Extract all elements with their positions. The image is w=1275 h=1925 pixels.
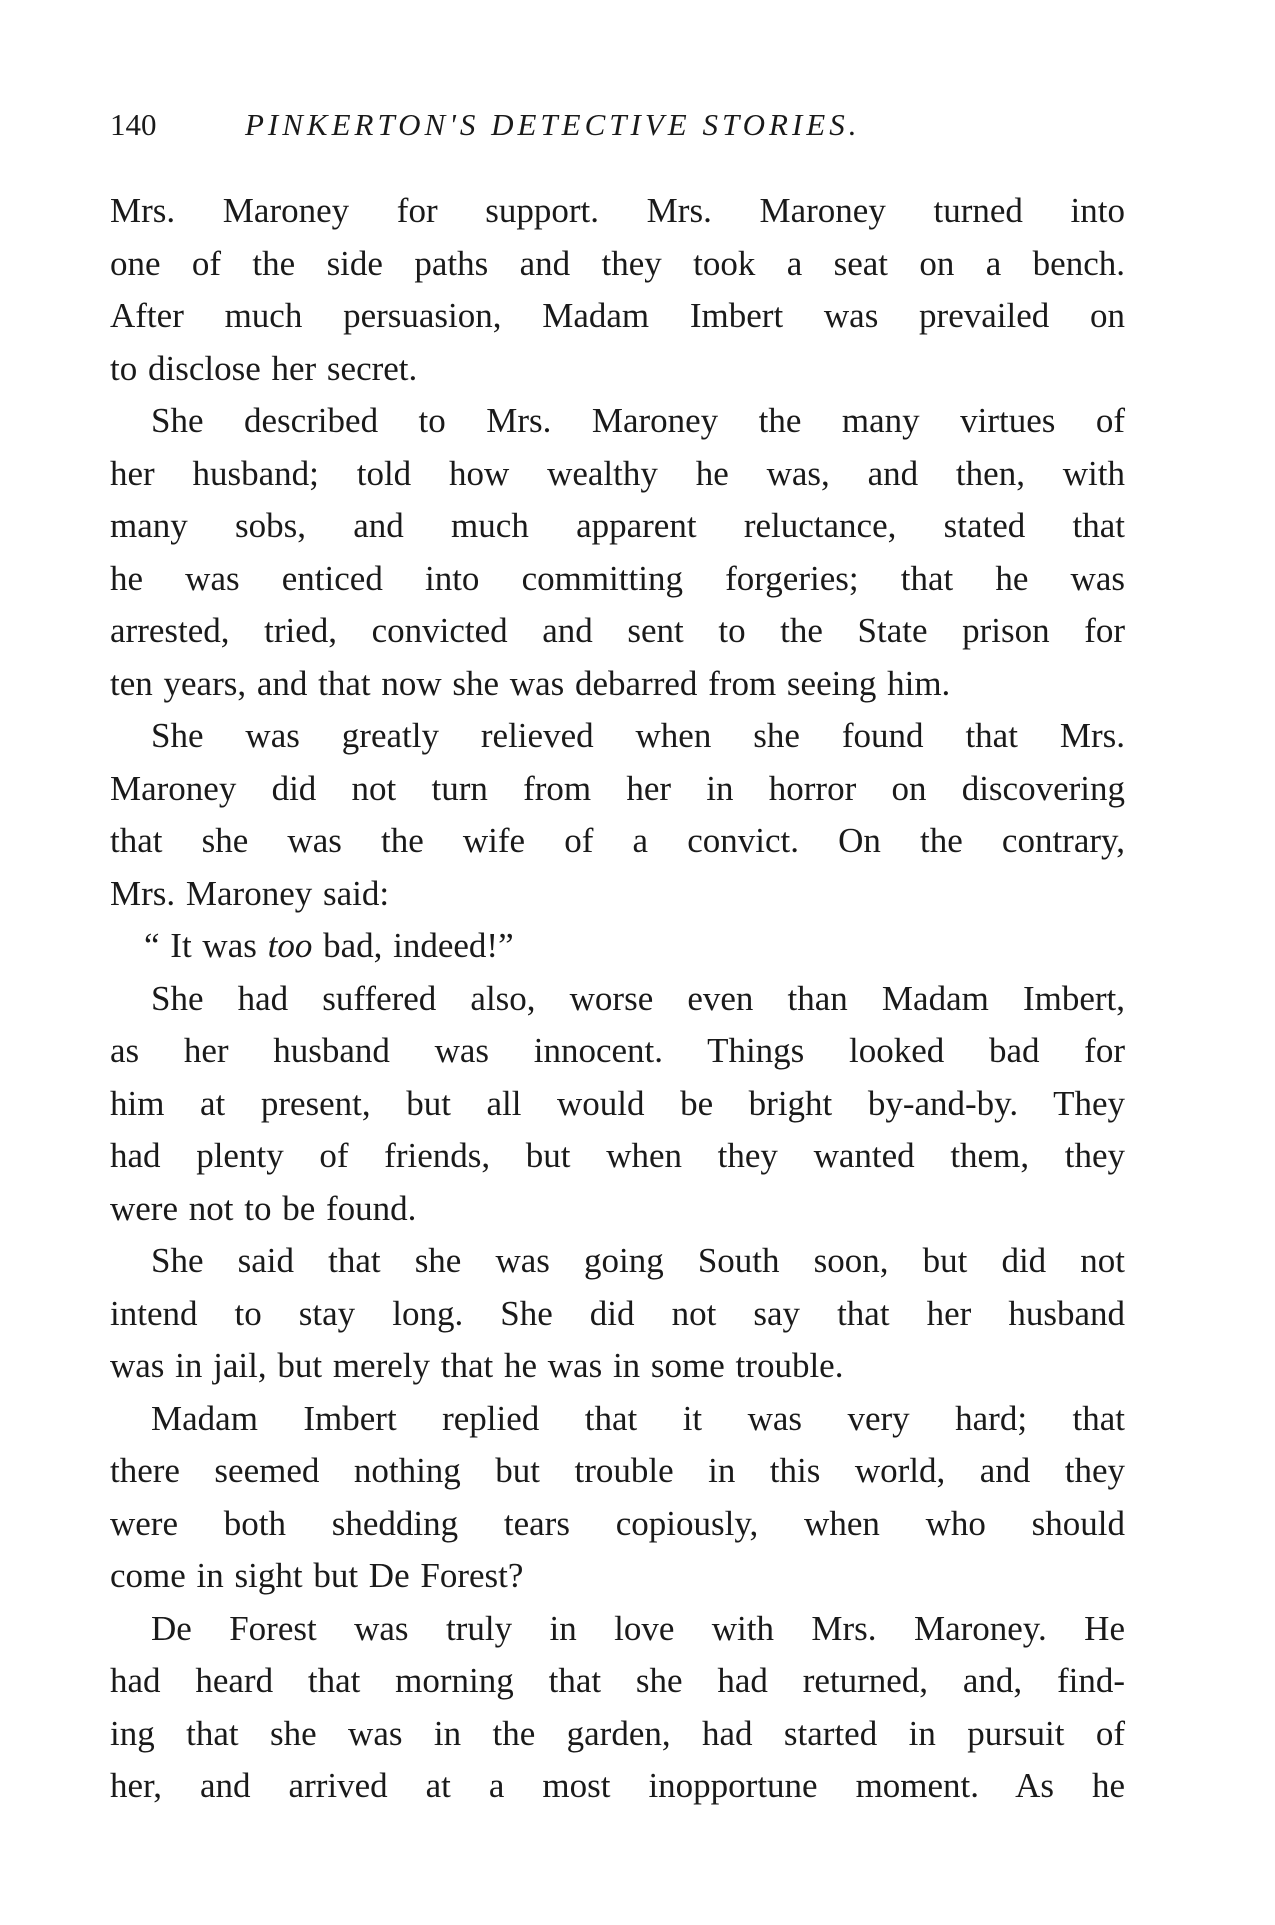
text-line: Madam Imbert replied that it was very hard; that <box>151 1398 1125 1438</box>
text-line: Maroney did not turn from her in horror on discovering <box>110 768 1125 808</box>
text-line: to disclose her secret. <box>110 348 418 388</box>
text-line: was in jail, but merely that he was in some trouble. <box>110 1346 844 1385</box>
text-line: that she was the wife of a convict. On the contrary, <box>110 821 1125 860</box>
quote-emphasis: too <box>267 926 313 965</box>
running-title: PINKERTON'S DETECTIVE STORIES. <box>245 107 861 142</box>
text-line: She was greatly relieved when she found that Mrs. <box>151 716 1125 755</box>
text-line: him at present, but all would be bright by-and-by. They <box>110 1083 1125 1123</box>
text-line: arrested, tried, convicted and sent to the State prison for <box>110 611 1125 650</box>
text-line: he was enticed into committing forgeries; that he was <box>110 558 1125 598</box>
text-line: After much persuasion, Madam Imbert was prevailed on <box>110 296 1125 335</box>
quote-start: “ It was <box>144 926 257 965</box>
text-line: Mrs. Maroney said: <box>110 873 390 913</box>
page-number: 140 <box>110 107 157 142</box>
text-line: were both shedding tears copiously, when who should <box>110 1503 1125 1543</box>
text-line: many sobs, and much apparent reluctance, stated that <box>110 506 1125 545</box>
text-line: ing that she was in the garden, had started in pursuit of <box>110 1713 1125 1753</box>
text-line: She described to Mrs. Maroney the many virtues of <box>151 401 1125 440</box>
text-line: her husband; told how wealthy he was, and then, with <box>110 453 1125 493</box>
text-line: intend to stay long. She did not say that her husband <box>110 1293 1125 1333</box>
text-line: She said that she was going South soon, but did not <box>151 1241 1125 1280</box>
quoted-line <box>110 920 1125 973</box>
text-line: ten years, and that now she was debarred from seeing him. <box>110 663 951 703</box>
text-line: She had suffered also, worse even than Madam Imbert, <box>151 978 1125 1018</box>
text-line: as her husband was innocent. Things looked bad for <box>110 1031 1125 1070</box>
text-line: Mrs. Maroney for support. Mrs. Maroney turned into <box>110 191 1125 230</box>
body-text <box>110 185 1125 1813</box>
text-line: one of the side paths and they took a seat on a bench. <box>110 243 1125 283</box>
text-line: were not to be found. <box>110 1188 417 1228</box>
text-line: there seemed nothing but trouble in this world, and they <box>110 1451 1125 1490</box>
text-line: come in sight but De Forest? <box>110 1556 524 1595</box>
text-line: her, and arrived at a most inopportune moment. As he <box>110 1766 1125 1805</box>
text-line: De Forest was truly in love with Mrs. Maroney. He <box>151 1608 1125 1648</box>
quote-end: bad, indeed!” <box>323 926 514 965</box>
page-header <box>110 103 1110 147</box>
text-line: had heard that morning that she had returned, and, find- <box>110 1661 1125 1700</box>
text-line: had plenty of friends, but when they wanted them, they <box>110 1136 1125 1175</box>
